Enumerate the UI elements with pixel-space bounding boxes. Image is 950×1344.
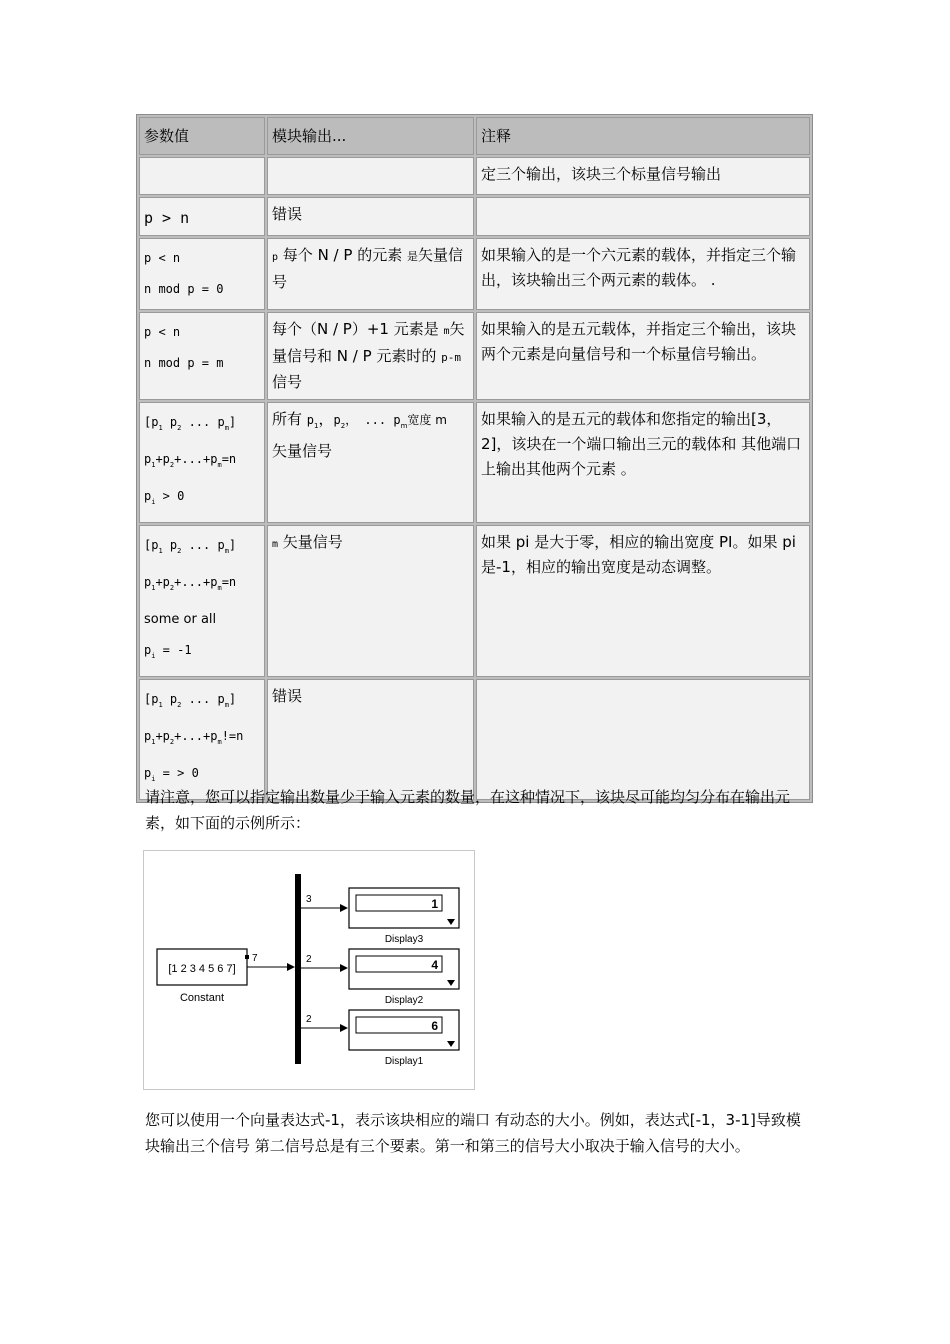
output-cell: 所有 $p_1$，$p_2$， ... $p_m$宽度 m 矢量信号 [267, 402, 474, 523]
param-line: $p_1+p_2+...+p_m=n$ [144, 575, 237, 592]
output-width-label: 2 [306, 954, 312, 965]
param-line: [$p_1$ $p_2$ ... $p_m$] [144, 415, 237, 432]
parameter-table [136, 114, 813, 803]
output-small: 是 [406, 250, 418, 263]
output-text: 矢量信号和 N / P 元素时的 [272, 320, 465, 365]
display-label: Display1 [384, 1056, 424, 1067]
output-width-label: 3 [306, 894, 312, 905]
output-var: m [443, 326, 450, 337]
table-row [139, 312, 810, 400]
output-var: p-m [441, 351, 462, 364]
header-param: 参数值 [139, 117, 265, 155]
port-marker [245, 955, 249, 959]
param-line: n mod p = m [144, 356, 224, 370]
param-cell [139, 679, 265, 800]
output-cell [267, 238, 474, 310]
output-text: 矢量信号 [272, 246, 463, 291]
demux-bar [295, 874, 301, 1064]
param-cell [139, 238, 265, 310]
param-cell: p > n [139, 197, 265, 236]
constant-label: Constant [179, 992, 225, 1004]
comment-cell: 定三个输出，该块三个标量信号输出 [476, 157, 810, 195]
param-line: $p_1+p_2+...+p_m!=n$ [144, 729, 244, 746]
display-field [356, 895, 442, 911]
param-line: [$p_1$ $p_2$ ... $p_m$] [144, 692, 237, 709]
param-line: p < n [144, 251, 181, 265]
table-header-row [139, 117, 810, 155]
param-line: n mod p = 0 [144, 282, 224, 296]
output-text: 信号 [272, 373, 303, 391]
table-row [139, 157, 810, 195]
param-cell [139, 402, 265, 523]
param-line: $p_i = -1$ [144, 643, 192, 660]
param-line: $p_1+p_2+...+p_m=n$ [144, 452, 237, 469]
param-line: p < n [144, 325, 181, 339]
param-line: [$p_1$ $p_2$ ... $p_m$] [144, 538, 237, 555]
display-value: 6 [431, 1019, 438, 1033]
table-row [139, 238, 810, 310]
paragraph-explanation: 您可以使用一个向量表达式-1，表示该块相应的端口 有动态的大小。例如，表达式[-1，3-1]导致模块输出三个信号 第二信号总是有三个要素。第一和第三的信号大小取决于输入信号的大小。 [145, 1111, 801, 1155]
param-cell [139, 525, 265, 677]
comment-cell [476, 197, 810, 236]
output-cell: m 矢量信号 [267, 525, 474, 677]
input-width-label: 7 [252, 953, 258, 964]
table-row [139, 402, 810, 523]
table-row [139, 525, 810, 677]
param-line: some or all [144, 612, 217, 627]
simulink-diagram [143, 850, 475, 1090]
comment-cell: 如果输入的是一个六元素的载体，并指定三个输出，该块输出三个两元素的载体。 . [476, 238, 810, 310]
comment-cell: 如果 pi 是大于零，相应的输出宽度 PI。如果 pi 是-1，相应的输出宽度是动态调整。 [476, 525, 810, 677]
display-label: Display3 [384, 934, 424, 945]
output-text: 每个 N / P 的元素 [278, 246, 407, 264]
header-comment: 注释 [476, 117, 810, 155]
output-cell [267, 312, 474, 400]
param-line: $p_i$ = > 0 [144, 766, 199, 783]
display-label: Display2 [384, 995, 424, 1006]
constant-value: [1 2 3 4 5 6 7] [168, 963, 236, 975]
header-output: 模块输出... [267, 117, 474, 155]
display-field [356, 956, 442, 972]
display-value: 4 [431, 958, 438, 972]
output-width-label: 2 [306, 1014, 312, 1025]
output-cell: 错误 [267, 197, 474, 236]
param-cell [139, 157, 265, 195]
paragraph-intro: 请注意，您可以指定输出数量少于输入元素的数量，在这种情况下，该块尽可能均匀分布在输出元素，如下面的示例所示： [145, 788, 791, 832]
param-line: $p_i > 0$ [144, 489, 185, 506]
output-cell: 错误 [267, 679, 474, 800]
table-row [139, 197, 810, 236]
output-text: 每个（N / P）+1 元素是 [272, 320, 444, 338]
output-cell [267, 157, 474, 195]
display-field [356, 1017, 442, 1033]
comment-cell: 如果输入的是五元载体，并指定三个输出，该块两个元素是向量信号和一个标量信号输出。 [476, 312, 810, 400]
diagram-canvas [144, 851, 474, 1089]
table-row [139, 679, 810, 800]
comment-cell [476, 679, 810, 800]
display-value: 1 [431, 897, 438, 911]
comment-cell: 如果输入的是五元的载体和您指定的输出[3，2]，该块在一个端口输出三元的载体和 其他端口上输出其他两个元素 。 [476, 402, 810, 523]
param-cell [139, 312, 265, 400]
output-var: p [272, 252, 279, 263]
